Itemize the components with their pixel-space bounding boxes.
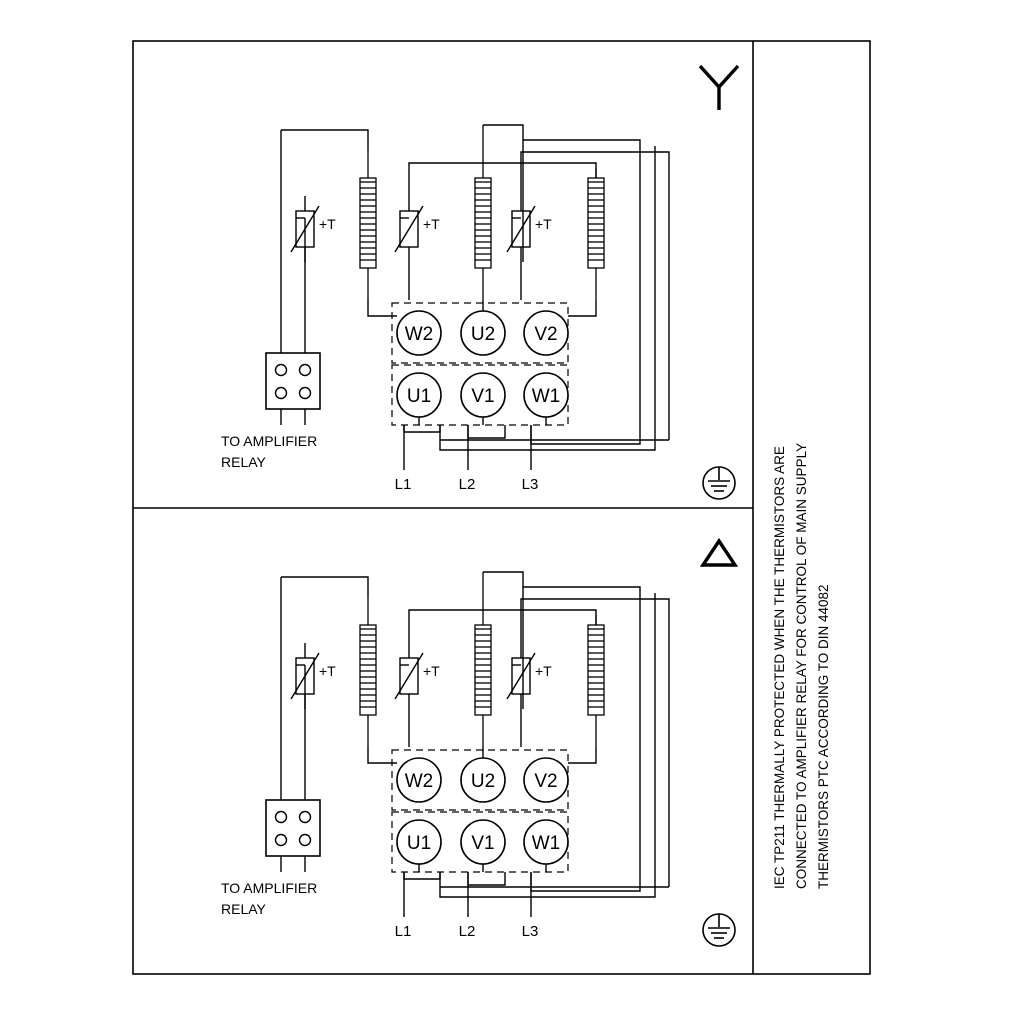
supply-label-l3: L3 xyxy=(521,923,539,940)
side-note-line-2: CONNECTED TO AMPLIFIER RELAY FOR CONTROL OF MAIN SUPPLY xyxy=(794,442,809,889)
thermistor-label-3: +T xyxy=(535,663,552,679)
supply-label-l3: L3 xyxy=(521,476,539,493)
amplifier-label-line2: RELAY xyxy=(221,901,266,917)
thermistor-label-1: +T xyxy=(319,663,336,679)
terminal-v1: V1 xyxy=(471,386,495,407)
amplifier-label-line2: RELAY xyxy=(221,454,266,470)
terminal-w1: W1 xyxy=(531,833,561,854)
amplifier-label-line1: TO AMPLIFIER xyxy=(221,880,318,896)
supply-label-l2: L2 xyxy=(458,476,476,493)
thermistor-label-1: +T xyxy=(319,216,336,232)
amplifier-label-line1: TO AMPLIFIER xyxy=(221,433,318,449)
side-note-line-1: IEC TP211 THERMALLY PROTECTED WHEN THE THERMISTORS ARE xyxy=(772,446,787,889)
terminals-top xyxy=(397,311,568,355)
terminal-w2: W2 xyxy=(404,771,434,792)
side-note-line-3: THERMISTORS PTC ACCORDING TO DIN 44082 xyxy=(816,584,831,889)
terminal-v2: V2 xyxy=(534,324,558,345)
thermistor-label-2: +T xyxy=(423,663,440,679)
terminal-u1: U1 xyxy=(406,833,432,854)
terminal-v1: V1 xyxy=(471,833,495,854)
terminal-u2: U2 xyxy=(470,324,496,345)
terminals-bottom xyxy=(397,820,568,864)
terminal-w1: W1 xyxy=(531,386,561,407)
supply-label-l1: L1 xyxy=(394,923,412,940)
terminal-v2: V2 xyxy=(534,771,558,792)
terminals-bottom xyxy=(397,373,568,417)
thermistor-label-2: +T xyxy=(423,216,440,232)
thermistor-label-3: +T xyxy=(535,216,552,232)
supply-label-l2: L2 xyxy=(458,923,476,940)
terminal-u2: U2 xyxy=(470,771,496,792)
terminals-top xyxy=(397,758,568,802)
terminal-u1: U1 xyxy=(406,386,432,407)
supply-label-l1: L1 xyxy=(394,476,412,493)
terminal-w2: W2 xyxy=(404,324,434,345)
